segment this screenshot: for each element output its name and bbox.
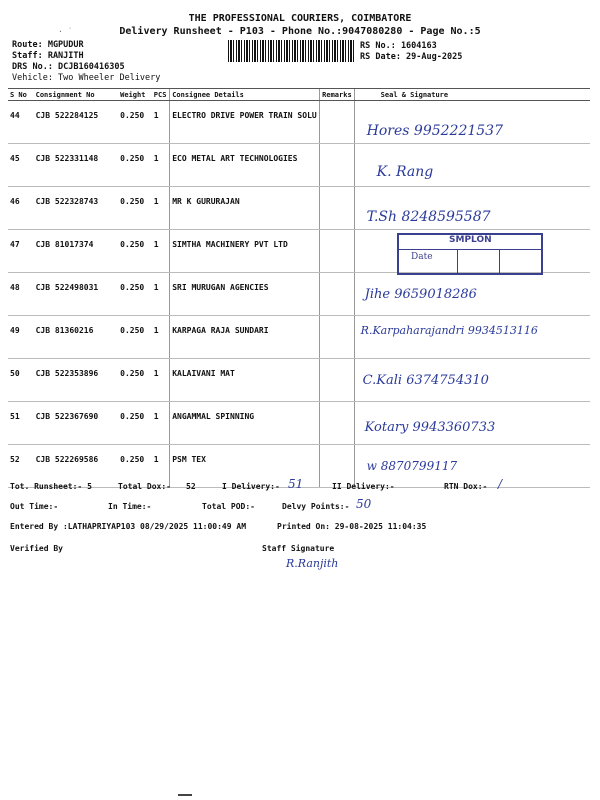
row-consignee: MR K GURURAJAN — [170, 187, 320, 230]
table-row — [8, 316, 590, 359]
row-weight: 0.250 — [118, 359, 152, 402]
total-pod: Total POD:- — [202, 502, 255, 511]
rtn-dox-label: RTN Dox:- — [444, 482, 488, 491]
row-consignment: CJB 81360216 — [34, 316, 119, 359]
row-consignee: ANGAMMAL SPINNING — [170, 402, 320, 445]
row-remarks — [320, 187, 355, 230]
row-consignment: CJB 522284125 — [34, 101, 119, 144]
total-dox-value: 52 — [186, 482, 196, 491]
corner-mark: · ˙ — [58, 27, 73, 36]
row-sno: 45 — [8, 144, 34, 187]
table-row — [8, 402, 590, 445]
row-remarks — [320, 101, 355, 144]
row-sno: 48 — [8, 273, 34, 316]
total-dox-label: Total Dox:- — [118, 482, 171, 491]
in-time: In Time:- — [108, 502, 152, 511]
row-pcs: 1 — [152, 445, 170, 488]
runsheet-table — [8, 88, 590, 488]
table-row — [8, 359, 590, 402]
stamp-top-text: SMPLON — [449, 235, 492, 245]
row-signature: C.Kali 6374754310 — [354, 359, 590, 402]
row-signature: Hores 9952221537 — [354, 101, 590, 144]
col-seal-signature: Seal & Signature — [354, 89, 590, 101]
company-title: THE PROFESSIONAL COURIERS, COIMBATORE — [188, 13, 412, 24]
row-consignment: CJB 522353896 — [34, 359, 119, 402]
row-weight: 0.250 — [118, 187, 152, 230]
staff-signature-hand: R.Ranjith — [286, 557, 339, 570]
barcode — [228, 40, 356, 62]
row-signature: R.Karpaharajandri 9934513116 — [354, 316, 590, 359]
row-pcs: 1 — [152, 230, 170, 273]
drs-number: DRS No.: DCJB160416305 — [12, 62, 125, 72]
row-consignment: CJB 522331148 — [34, 144, 119, 187]
row-signature: Jihe 9659018286 — [354, 273, 590, 316]
row-sno: 51 — [8, 402, 34, 445]
table-row — [8, 101, 590, 144]
row-consignment: CJB 522367690 — [34, 402, 119, 445]
row-weight: 0.250 — [118, 273, 152, 316]
delvy-points-label: Delvy Points:- — [282, 502, 350, 511]
row-consignment: CJB 522498031 — [34, 273, 119, 316]
ii-delivery-label: II Delivery:- — [332, 482, 395, 491]
tot-runsheet: Tot. Runsheet:- 5 — [10, 482, 92, 491]
entered-by: Entered By :LATHAPRIYAP103 08/29/2025 11:00:49 AM — [10, 522, 247, 531]
row-pcs: 1 — [152, 402, 170, 445]
row-signature: K. Rang — [354, 144, 590, 187]
row-consignment: CJB 81017374 — [34, 230, 119, 273]
out-time: Out Time:- — [10, 502, 59, 511]
table-row — [8, 187, 590, 230]
row-sno: 50 — [8, 359, 34, 402]
table-row — [8, 144, 590, 187]
row-consignee: SRI MURUGAN AGENCIES — [170, 273, 320, 316]
row-consignee: PSM TEX — [170, 445, 320, 488]
row-pcs: 1 — [152, 101, 170, 144]
row-remarks — [320, 316, 355, 359]
staff: Staff: RANJITH — [12, 51, 84, 61]
row-consignee: KARPAGA RAJA SUNDARI — [170, 316, 320, 359]
row-weight: 0.250 — [118, 144, 152, 187]
rs-date: RS Date: 29-Aug-2025 — [360, 52, 463, 62]
row-sno: 49 — [8, 316, 34, 359]
row-consignee: ELECTRO DRIVE POWER TRAIN SOLU — [170, 101, 320, 144]
col-remarks: Remarks — [320, 89, 355, 101]
rs-number: RS No.: 1604163 — [360, 41, 437, 51]
printed-on: Printed On: 29-08-2025 11:04:35 — [277, 522, 427, 531]
row-consignment: CJB 522269586 — [34, 445, 119, 488]
staff-signature-label: Staff Signature — [262, 544, 335, 553]
row-signature: w 8870799117 — [354, 445, 590, 488]
row-sno: 52 — [8, 445, 34, 488]
row-weight: 0.250 — [118, 230, 152, 273]
table-row — [8, 273, 590, 316]
rtn-dox-value: / — [498, 477, 503, 491]
col-consignment: Consignment No — [34, 89, 119, 101]
row-remarks — [320, 402, 355, 445]
col-consignee: Consignee Details — [170, 89, 320, 101]
table-header-row — [8, 89, 590, 101]
company-stamp — [397, 233, 543, 275]
row-remarks — [320, 273, 355, 316]
stamp-date-label: Date — [411, 252, 433, 262]
row-consignment: CJB 522328743 — [34, 187, 119, 230]
row-weight: 0.250 — [118, 316, 152, 359]
row-consignee: KALAIVANI MAT — [170, 359, 320, 402]
bottom-scan-mark — [178, 794, 192, 796]
runsheet-subtitle: Delivery Runsheet - P103 - Phone No.:9047080280 - Page No.:5 — [119, 26, 481, 37]
row-consignee: SIMTHA MACHINERY PVT LTD — [170, 230, 320, 273]
row-sno: 44 — [8, 101, 34, 144]
row-sno: 47 — [8, 230, 34, 273]
row-remarks — [320, 359, 355, 402]
col-sno: S No — [8, 89, 34, 101]
row-consignee: ECO METAL ART TECHNOLOGIES — [170, 144, 320, 187]
row-pcs: 1 — [152, 144, 170, 187]
row-sno: 46 — [8, 187, 34, 230]
row-weight: 0.250 — [118, 445, 152, 488]
vehicle: Vehicle: Two Wheeler Delivery — [12, 73, 161, 83]
row-signature: Kotary 9943360733 — [354, 402, 590, 445]
i-delivery-label: I Delivery:- — [222, 482, 280, 491]
col-pcs: PCS — [152, 89, 170, 101]
row-pcs: 1 — [152, 359, 170, 402]
row-weight: 0.250 — [118, 402, 152, 445]
row-weight: 0.250 — [118, 101, 152, 144]
row-pcs: 1 — [152, 316, 170, 359]
delvy-points-value: 50 — [356, 497, 372, 511]
row-pcs: 1 — [152, 273, 170, 316]
row-remarks — [320, 230, 355, 273]
route: Route: MGPUDUR — [12, 40, 84, 50]
col-weight: Weight — [118, 89, 152, 101]
row-pcs: 1 — [152, 187, 170, 230]
row-signature: T.Sh 8248595587 — [354, 187, 590, 230]
verified-by: Verified By — [10, 544, 63, 553]
row-remarks — [320, 144, 355, 187]
i-delivery-value: 51 — [288, 477, 304, 491]
